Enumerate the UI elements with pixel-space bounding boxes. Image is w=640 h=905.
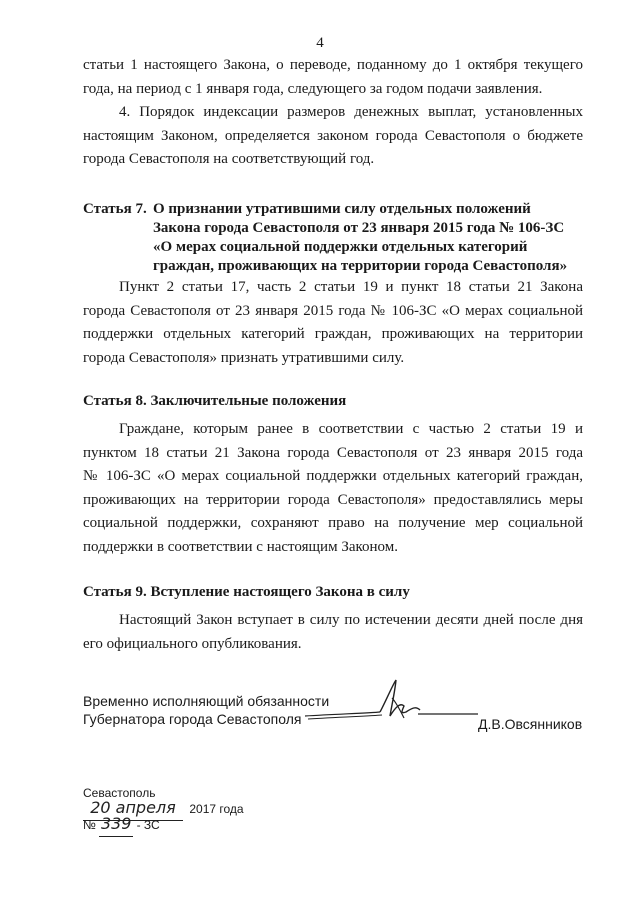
handwritten-number: 339: [99, 812, 133, 837]
number-suffix: - ЗС: [136, 818, 160, 832]
position-line: Губернатора города Севастополя: [83, 711, 302, 727]
text-line: Пункт 2 статьи 17, часть 2 статьи 19 и пункт 18 статьи 21 Закона: [119, 279, 583, 295]
article-9-body: [83, 609, 583, 656]
handwritten-signature: [300, 676, 480, 726]
date-year: 2017 года: [189, 802, 244, 816]
signatory-name: Д.В.Овсянников: [478, 716, 583, 732]
text-line: статьи 1 настоящего Закона, о переводе, поданному до 1 октября текущего: [83, 57, 583, 73]
title-line: «О мерах социальной поддержки отдельных категорий: [153, 239, 528, 255]
text-line: города Севастополя на соответствующий год.: [83, 151, 375, 167]
page-number: 4: [316, 35, 324, 51]
article-7-body: [83, 276, 583, 370]
text-line: Граждане, которым ранее в соответствии с частью 2 статьи 19 и: [119, 421, 583, 437]
article-8-heading-wrap: [83, 390, 583, 414]
text-line: поддержки в соответствии с настоящим Законом.: [83, 538, 399, 555]
text-line: 4. Порядок индексации размеров денежных выплат, установленных: [119, 104, 583, 120]
article-8-heading: Статья 8. Заключительные положения: [83, 393, 347, 409]
title-line: О признании утратившими силу отдельных положений: [153, 201, 531, 217]
title-line: Закона города Севастополя от 23 января 2015 года № 106-ЗС: [153, 220, 565, 236]
article-9-heading: Статья 9. Вступление настоящего Закона в силу: [83, 584, 410, 600]
text-line: поддержки отдельных категорий граждан, проживающих на территории: [83, 326, 583, 342]
text-line: пунктом 18 статьи 21 Закона города Севастополя от 23 января 2015 года: [83, 444, 583, 461]
text-line: Настоящий Закон вступает в силу по истечении десяти дней после дня: [119, 612, 583, 628]
text-line: его официального опубликования.: [83, 635, 302, 652]
article-8-body: [83, 418, 583, 559]
signatory-position: [83, 692, 329, 728]
article-7-title: [153, 200, 593, 276]
text-line: социальной поддержки, сохраняют право на получение мер социальной: [83, 515, 583, 531]
number-prefix: №: [83, 818, 96, 832]
handwritten-date: 20 апреля: [83, 796, 183, 821]
text-line: настоящим Законом, определяется законом города Севастополя о бюджете: [83, 127, 583, 144]
title-line: граждан, проживающих на территории города Севастополя»: [153, 258, 568, 274]
footer-number: [83, 812, 160, 838]
article-9-heading-wrap: [83, 581, 583, 605]
text-line: города Севастополя от 23 января 2015 года № 106-ЗС «О мерах социальной: [83, 302, 583, 319]
text-line: года, на период с 1 января года, следующего за годом подачи заявления.: [83, 80, 543, 97]
footer-city: Севастополь: [83, 786, 156, 800]
text-line: № 106-ЗС «О мерах социальной поддержки отдельных категорий граждан,: [83, 468, 583, 484]
text-line: проживающих на территории города Севастополя» предоставлялись меры: [83, 491, 583, 508]
article-7-number: Статья 7.: [83, 201, 147, 217]
position-line: Временно исполняющий обязанности: [83, 693, 330, 709]
point-4-paragraph: [83, 101, 583, 172]
continuation-paragraph: [83, 54, 583, 101]
text-line: города Севастополя» признать утратившими силу.: [83, 349, 405, 366]
